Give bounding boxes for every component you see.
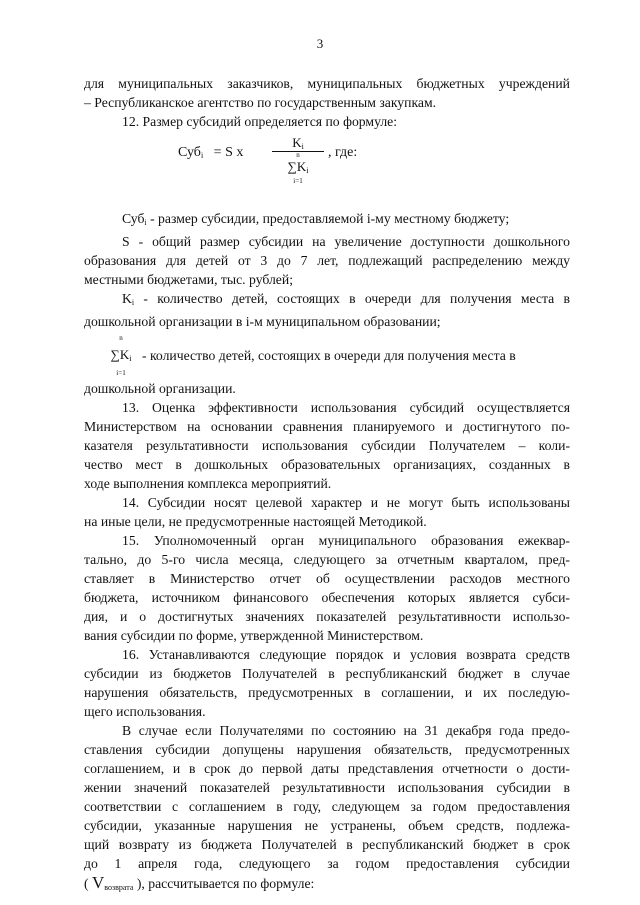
- text-line: 16. Устанавливаются следующие порядок и условия возврата средств: [122, 647, 570, 662]
- formula-fraction: [270, 135, 326, 185]
- text-line: на иные цели, не предусмотренные настоящей Методикой.: [84, 514, 427, 529]
- text-line: – Республиканское агентство по государственным закупкам.: [84, 95, 437, 110]
- text-line: нарушения обязательств, предусмотренных в соглашении, и их последую-: [84, 685, 570, 700]
- text-line: дошкольной организации.: [84, 381, 236, 396]
- text-line: казателя результативности использования субсидии Получателем – коли-: [84, 438, 570, 453]
- text-line: дошкольной организации в i-м муниципальном образовании;: [84, 314, 441, 329]
- text-line: до 1 апреля года, следующего за годом предоставления субсидии: [84, 856, 570, 871]
- paragraph-return-conditions: [84, 721, 570, 897]
- definition-k: $K_i$ - количество детей, состоящих в очереди для получения места в: [122, 291, 570, 307]
- text-line: дия, и о достигнутых значениях показателей результативности использо-: [84, 609, 570, 624]
- text-line: чество мест в дошкольных образовательных организациях, созданных в: [84, 457, 570, 472]
- text-line: ставляет в Министерство отчет об осуществлении расходов местного: [84, 571, 570, 586]
- subsidy-formula: [84, 135, 570, 199]
- formula-tail: , где:: [328, 145, 358, 160]
- text-line: соглашением, и в срок до первой даты представления отчетности о дости-: [84, 761, 570, 776]
- formula-numerator: $K_i$: [292, 135, 304, 151]
- return-volume-line: ( $V_{возврата}$ ), рассчитывается по формуле:: [84, 873, 315, 892]
- paragraph-16: [84, 645, 570, 721]
- definition-sub: Суб$_i$ - размер субсидии, предоставляемой i-му местному бюджету;: [122, 211, 510, 227]
- text-line: S - общий размер субсидии на увеличение доступности дошкольного: [122, 234, 570, 249]
- paragraph-13: [84, 398, 570, 493]
- text-line: для муниципальных заказчиков, муниципальных бюджетных учреждений: [84, 76, 570, 91]
- text-line: щего использования.: [84, 704, 206, 719]
- formula-lhs: Суб$_i$ = S x: [178, 145, 244, 160]
- page-number: 3: [316, 36, 324, 51]
- text-line: ходе выполнения комплекса мероприятий.: [84, 476, 332, 491]
- text-line: 15. Уполномоченный орган муниципального образования ежеквар-: [122, 533, 570, 548]
- text-line: вания субсидии по форме, утвержденной Министерством.: [84, 628, 424, 643]
- text-line: тально, до 5-го числа месяца, следующего за отчетным кварталом, пред-: [84, 552, 570, 567]
- text-line: 13. Оценка эффективности использования субсидий осуществляется: [122, 400, 570, 415]
- text-line: местными бюджетами, тыс. рублей;: [84, 272, 294, 287]
- sum-definition-text: - количество детей, состоящих в очереди для получения места в: [142, 348, 516, 363]
- text-line: субсидии, указанные нарушения не устранены, объем средств, подлежа-: [84, 818, 570, 833]
- text-line: жении значений показателей результативности использования субсидии в: [84, 780, 570, 795]
- text-line: ставления субсидии допущены нарушения обязательств, предусмотренных: [84, 742, 570, 757]
- paragraph-15: [84, 531, 570, 645]
- text-line: щий возврату из бюджета Получателей в республиканский бюджет в срок: [84, 837, 570, 852]
- paragraph-14: [84, 493, 570, 531]
- text-line: соответствии с соглашением в году, следующем за годом предоставления: [84, 799, 570, 814]
- text-line: субсидии из бюджетов Получателей в республиканский бюджет в случае: [84, 666, 570, 681]
- formula-denominator: n $\sum K_i$ i=1: [287, 151, 309, 185]
- sum-definition: [84, 335, 570, 379]
- text-line: В случае если Получателями по состоянию на 31 декабря года предо-: [122, 723, 570, 738]
- paragraph-12: 12. Размер субсидий определяется по формуле:: [122, 114, 398, 129]
- text-line: образования для детей от 3 до 7 лет, подлежащий распределению между: [84, 253, 570, 268]
- text-line: 14. Субсидии носят целевой характер и не могут быть использованы: [122, 495, 570, 510]
- sum-symbol: n $\sum K_i$ i=1: [110, 334, 132, 377]
- document-body: [84, 74, 570, 897]
- text-line: бюджета, источником финансового обеспечения которых является субси-: [84, 590, 570, 605]
- text-line: Министерством на основании сравнения планируемого и достигнутого по-: [84, 419, 570, 434]
